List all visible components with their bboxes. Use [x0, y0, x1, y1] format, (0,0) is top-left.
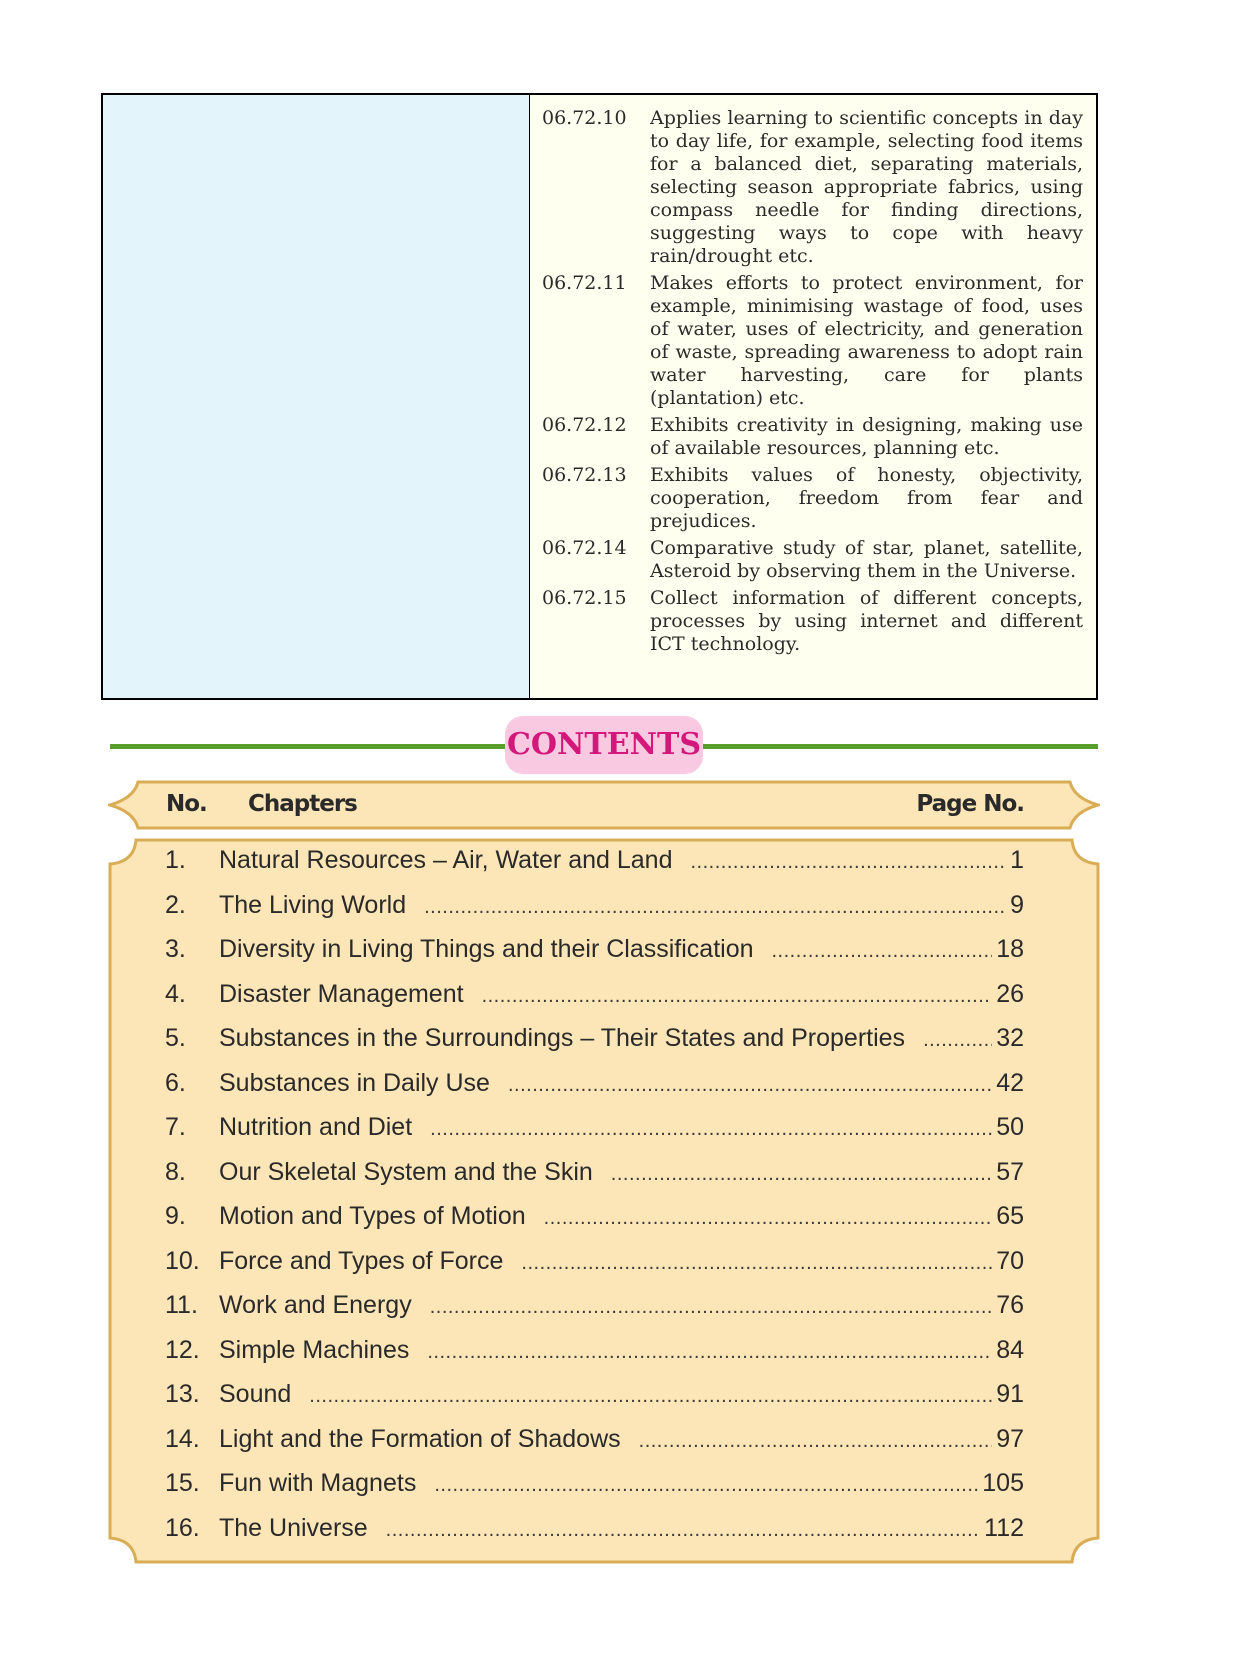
- chapter-page-number: 1: [1010, 846, 1024, 874]
- outcome-text: Applies learning to scientific concepts in day to day life, for example, selecting food items for a balanced diet, separating materials, selecting season appropriate fabrics, using compass needle for finding directions, suggesting ways to cope with heavy rain/drought etc.: [650, 107, 1083, 267]
- chapter-number: 4.: [165, 979, 186, 1008]
- outcome-code: 06.72.14: [542, 537, 627, 559]
- chapter-row[interactable]: [165, 838, 1024, 883]
- chapter-page-number: 70: [996, 1246, 1024, 1275]
- chapter-row[interactable]: [165, 1061, 1024, 1106]
- outcome-code: 06.72.12: [542, 414, 627, 436]
- chapter-number: 3.: [165, 935, 186, 963]
- outcome-code: 06.72.11: [542, 272, 627, 294]
- chapter-number: 15.: [165, 1469, 200, 1497]
- chapter-page-number: 97: [996, 1424, 1024, 1453]
- chapter-number: 2.: [165, 890, 186, 919]
- chapter-number: 5.: [165, 1024, 186, 1052]
- header-chapters-label: Chapters: [248, 791, 357, 817]
- learning-outcomes-table: [101, 93, 1098, 700]
- dot-leader: [427, 1330, 992, 1375]
- chapter-row[interactable]: [165, 1461, 1024, 1506]
- dot-leader: [430, 1107, 992, 1152]
- chapter-row[interactable]: [165, 1328, 1024, 1373]
- outcome-text: Exhibits creativity in designing, making use of available resources, planning etc.: [650, 414, 1083, 459]
- dot-leader: [482, 974, 993, 1019]
- chapter-title[interactable]: Simple Machines: [219, 1335, 410, 1364]
- chapter-title[interactable]: Substances in Daily Use: [219, 1068, 490, 1097]
- chapter-page-number: 112: [984, 1513, 1024, 1542]
- dot-leader: [521, 1241, 992, 1286]
- outcome-item: [542, 537, 1083, 583]
- chapter-number: 6.: [165, 1068, 186, 1097]
- chapter-number: 11.: [165, 1291, 198, 1319]
- chapter-page-number: 105: [982, 1469, 1024, 1497]
- outcome-item: [542, 464, 1083, 533]
- chapter-page-number: 18: [996, 935, 1024, 963]
- chapter-title[interactable]: Diversity in Living Things and their Classification: [219, 935, 754, 963]
- chapter-row[interactable]: [165, 1194, 1024, 1239]
- chapter-page-number: 57: [996, 1157, 1024, 1186]
- chapter-title[interactable]: Fun with Magnets: [219, 1469, 417, 1497]
- chapter-row[interactable]: [165, 972, 1024, 1017]
- dot-leader: [611, 1152, 992, 1197]
- chapter-page-number: 26: [996, 979, 1024, 1008]
- chapter-number: 14.: [165, 1424, 200, 1453]
- chapter-page-number: 84: [996, 1335, 1024, 1364]
- chapter-number: 8.: [165, 1157, 186, 1186]
- chapter-number: 12.: [165, 1335, 200, 1364]
- header-no-label: No.: [166, 791, 207, 817]
- chapter-title[interactable]: Our Skeletal System and the Skin: [219, 1157, 593, 1186]
- dot-leader: [508, 1063, 992, 1108]
- dot-leader: [639, 1419, 993, 1464]
- dot-leader: [424, 885, 1006, 930]
- outcomes-right-cell: [530, 95, 1096, 698]
- outcomes-left-cell: [103, 95, 530, 698]
- dot-leader: [690, 840, 1006, 885]
- dot-leader: [430, 1285, 992, 1330]
- dot-leader: [386, 1508, 980, 1553]
- outcome-code: 06.72.13: [542, 464, 627, 486]
- chapter-title[interactable]: The Living World: [219, 890, 407, 919]
- outcome-item: [542, 272, 1083, 410]
- chapter-number: 7.: [165, 1113, 186, 1141]
- outcome-text: Comparative study of star, planet, satellite, Asteroid by observing them in the Universe.: [650, 537, 1083, 582]
- chapter-title[interactable]: Force and Types of Force: [219, 1246, 504, 1275]
- chapter-number: 13.: [165, 1380, 200, 1408]
- chapter-row[interactable]: [165, 1016, 1024, 1061]
- chapter-page-number: 50: [996, 1113, 1024, 1141]
- chapter-number: 16.: [165, 1513, 200, 1542]
- outcome-code: 06.72.10: [542, 107, 627, 129]
- dot-leader: [772, 929, 993, 974]
- chapter-number: 9.: [165, 1202, 186, 1230]
- contents-title: CONTENTS: [505, 716, 703, 774]
- outcome-item: [542, 587, 1083, 656]
- chapter-title[interactable]: Nutrition and Diet: [219, 1113, 413, 1141]
- chapter-row[interactable]: [165, 927, 1024, 972]
- chapter-number: 1.: [165, 846, 186, 874]
- dot-leader: [544, 1196, 993, 1241]
- chapter-page-number: 91: [996, 1380, 1024, 1408]
- chapter-row[interactable]: [165, 1239, 1024, 1284]
- chapter-title[interactable]: Sound: [219, 1380, 292, 1408]
- outcome-item: [542, 414, 1083, 460]
- outcome-item: [542, 107, 1083, 268]
- chapter-title[interactable]: Natural Resources – Air, Water and Land: [219, 846, 673, 874]
- chapter-row[interactable]: [165, 1105, 1024, 1150]
- dot-leader: [923, 1018, 992, 1063]
- chapter-page-number: 9: [1010, 890, 1024, 919]
- outcome-text: Makes efforts to protect environment, for example, minimising wastage of food, uses of water, uses of electricity, and generation of waste, spreading awareness to adopt rain water harvesting, care for plants (plantation) etc.: [650, 272, 1083, 409]
- outcome-text: Collect information of different concepts, processes by using internet and different ICT technology.: [650, 587, 1083, 655]
- outcome-code: 06.72.15: [542, 587, 627, 609]
- chapter-row[interactable]: [165, 1417, 1024, 1462]
- chapter-row[interactable]: [165, 1506, 1024, 1551]
- outcome-text: Exhibits values of honesty, objectivity, cooperation, freedom from fear and prejudices.: [650, 464, 1083, 532]
- chapter-title[interactable]: Substances in the Surroundings – Their States and Properties: [219, 1024, 906, 1052]
- chapter-title[interactable]: Motion and Types of Motion: [219, 1202, 526, 1230]
- chapter-row[interactable]: [165, 1283, 1024, 1328]
- chapter-title[interactable]: Disaster Management: [219, 979, 464, 1008]
- chapter-list: [165, 838, 1024, 1550]
- chapter-title[interactable]: Work and Energy: [219, 1291, 412, 1319]
- chapter-row[interactable]: [165, 1150, 1024, 1195]
- chapter-row[interactable]: [165, 883, 1024, 928]
- chapter-page-number: 76: [996, 1291, 1024, 1319]
- chapter-title[interactable]: Light and the Formation of Shadows: [219, 1424, 621, 1453]
- header-page-label: Page No.: [916, 791, 1024, 817]
- chapter-page-number: 32: [996, 1024, 1024, 1052]
- dot-leader: [434, 1463, 978, 1508]
- chapter-page-number: 42: [996, 1068, 1024, 1097]
- toc-header: [108, 780, 1100, 830]
- dot-leader: [309, 1374, 992, 1419]
- chapter-page-number: 65: [996, 1202, 1024, 1230]
- chapter-number: 10.: [165, 1246, 200, 1275]
- chapter-row[interactable]: [165, 1372, 1024, 1417]
- chapter-title[interactable]: The Universe: [219, 1513, 368, 1542]
